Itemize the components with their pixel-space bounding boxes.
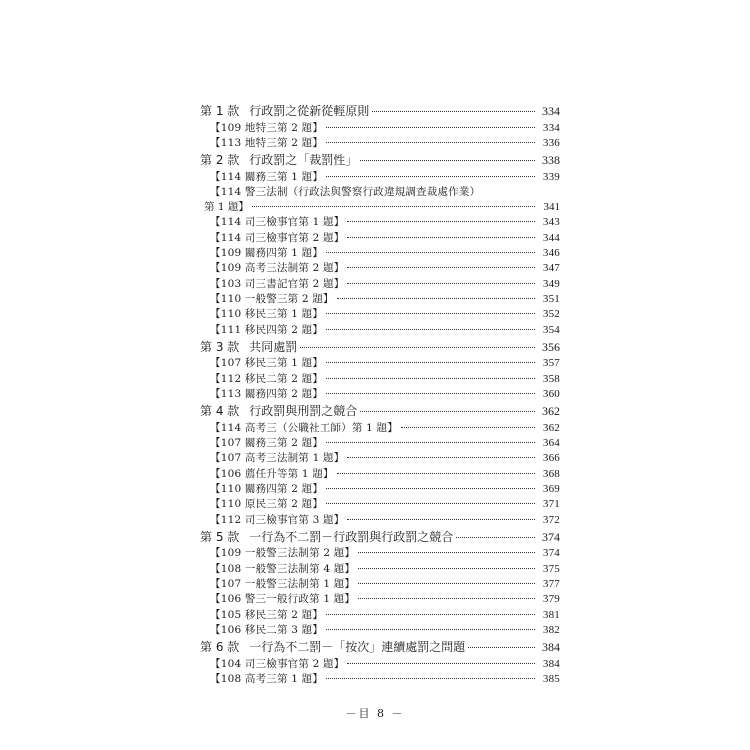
dot-leader: [326, 176, 535, 177]
toc-entry-title: 【114 高考三（公職社工師）第 1 題】: [210, 421, 398, 434]
toc-entry-row: [200, 372, 560, 387]
dot-leader: [326, 362, 535, 363]
toc-page-number: 377: [542, 577, 560, 590]
toc-entry-row: [200, 215, 560, 230]
dot-leader: [337, 473, 535, 474]
toc-page-number: 347: [542, 262, 560, 275]
toc-section-text: 共同處罰: [249, 339, 298, 354]
toc-section-row: [200, 102, 560, 121]
toc-page-number: 336: [542, 136, 560, 149]
toc-entry-row: [200, 562, 560, 577]
toc-page-number: 364: [542, 437, 560, 450]
toc-entry-row: [200, 185, 560, 200]
toc-section-label: 第 6 款: [200, 640, 240, 655]
toc-entry-title: 【103 司三書記官第 2 題】: [210, 277, 345, 290]
toc-entry-row: [200, 277, 560, 292]
toc-section-text: 一行為不二罰－「按次」連續處罰之問題: [249, 640, 466, 655]
toc-entry-title: 第 1 題】: [204, 201, 249, 214]
toc-page-number: 354: [542, 323, 560, 336]
dot-leader: [326, 442, 535, 443]
dot-leader: [326, 393, 535, 394]
toc-page-number: 374: [542, 529, 560, 544]
toc-page-number: 349: [542, 277, 560, 290]
dot-leader: [326, 678, 535, 679]
toc-section-title: [200, 528, 453, 547]
dot-leader: [358, 568, 535, 569]
toc-entry-row: [200, 546, 560, 561]
toc-section-title: [200, 102, 369, 121]
toc-entry-title: 【112 移民二第 2 題】: [210, 372, 324, 385]
toc-entry-row: [200, 482, 560, 497]
toc-entry-title: 【107 關務三第 2 題】: [210, 437, 324, 450]
toc-entry-row: [200, 231, 560, 246]
toc-page-number: 341: [543, 201, 560, 214]
toc-entry-row: [200, 356, 560, 371]
toc-entry-row: [200, 421, 560, 436]
toc-page-number: 375: [542, 562, 560, 575]
toc-page-number: 366: [542, 452, 560, 465]
toc-page-number: 343: [542, 216, 560, 229]
toc-page-number: 371: [542, 498, 560, 511]
toc-entry-row: [200, 121, 560, 136]
toc-entry-title: 【114 司三檢事官第 1 題】: [210, 216, 345, 229]
toc-entry-row: [200, 497, 560, 512]
toc-page-number: 351: [542, 292, 560, 305]
dot-leader: [326, 127, 535, 128]
toc-entry-title: 【107 一般警三法制第 1 題】: [210, 577, 356, 590]
toc-page-number: 368: [542, 467, 560, 480]
dot-leader: [347, 237, 535, 238]
toc-entry-row: [200, 436, 560, 451]
dot-leader: [347, 221, 535, 222]
toc-section-label: 第 2 款: [200, 153, 240, 168]
toc-entry-title: 【106 移民二第 3 題】: [210, 623, 324, 636]
toc-entry-row: [200, 672, 560, 687]
toc-entry-title: 【110 關務四第 2 題】: [210, 482, 324, 495]
toc-section-title: [200, 151, 357, 170]
toc-section-text: 行政罰之從新從輕原則: [249, 104, 370, 118]
toc-entry-title: 【114 司三檢事官第 2 題】: [210, 231, 345, 244]
toc-entry-title: 【111 移民四第 2 題】: [210, 323, 324, 336]
toc-entry-title: 【106 警三一般行政第 1 題】: [210, 593, 356, 606]
page-footer: －目 8 －: [345, 707, 405, 720]
dot-leader: [468, 647, 535, 648]
dot-leader: [326, 629, 535, 630]
toc-page-number: 339: [542, 170, 560, 183]
toc-page-number: 374: [542, 547, 560, 560]
toc-entry-row: [200, 467, 560, 482]
toc-section-row: [200, 338, 560, 357]
dot-leader: [358, 552, 535, 553]
toc-section-title: [200, 402, 357, 421]
toc-section-row: [200, 528, 560, 547]
dot-leader: [326, 252, 535, 253]
dot-leader: [456, 537, 535, 538]
dot-leader: [326, 614, 535, 615]
toc-section-row: [200, 402, 560, 421]
toc-entry-row: [200, 136, 560, 151]
dot-leader: [401, 427, 535, 428]
toc-page-number: 360: [542, 387, 560, 400]
toc-entry-row: [200, 513, 560, 528]
toc-page-number: 334: [542, 104, 560, 118]
toc-section-row: [200, 151, 560, 170]
toc-entry-title: 【104 司三檢事官第 2 題】: [210, 657, 345, 670]
dot-leader: [300, 347, 535, 348]
toc-page-number: 362: [542, 421, 560, 434]
toc-entry-title: 【114 關務三第 1 題】: [210, 170, 324, 183]
toc-entry-title: 【110 移民三第 1 題】: [210, 308, 324, 321]
toc-entry-title: 【109 地特三第 2 題】: [210, 121, 324, 134]
toc-page-number: 385: [542, 672, 560, 685]
toc-page-number: 362: [542, 404, 560, 419]
toc-entry-row: [200, 200, 560, 215]
toc-entry-title: 【106 薦任升等第 1 題】: [210, 467, 334, 480]
toc-entry-title: 【108 高考三第 1 題】: [210, 672, 324, 685]
dot-leader: [326, 488, 535, 489]
toc-entry-title: 【110 原民三第 2 題】: [210, 498, 324, 511]
toc-entry-row: [200, 261, 560, 276]
toc-section-title: [200, 338, 297, 357]
toc-entry-row: [200, 323, 560, 338]
toc-entry-title: 【109 關務四第 1 題】: [210, 247, 324, 260]
toc-page-number: 384: [542, 657, 560, 670]
toc-entry-title: 【107 移民三第 1 題】: [210, 357, 324, 370]
toc-entry-row: [200, 592, 560, 607]
toc-page-number: 356: [542, 339, 560, 354]
dot-leader: [326, 503, 535, 504]
toc-page-number: 381: [542, 608, 560, 621]
toc-page-number: 334: [542, 121, 560, 134]
toc-entry-row: [200, 387, 560, 402]
dot-leader: [358, 583, 535, 584]
toc-section-label: 第 1 款: [200, 104, 240, 118]
toc-entry-row: [200, 307, 560, 322]
dot-leader: [360, 411, 535, 412]
toc-section-text: 一行為不二罰－行政罰與行政罰之競合: [249, 529, 454, 544]
toc-page-number: 344: [542, 231, 560, 244]
dot-leader: [326, 142, 535, 143]
table-of-contents: [200, 102, 560, 687]
toc-page-number: 384: [542, 640, 560, 655]
toc-section-text: 行政罰與刑罰之競合: [249, 404, 358, 419]
dot-leader: [337, 298, 535, 299]
dot-leader: [347, 519, 535, 520]
toc-section-title: [200, 638, 465, 657]
dot-leader: [347, 457, 535, 458]
toc-entry-row: [200, 623, 560, 638]
toc-page-number: 379: [542, 593, 560, 606]
dot-leader: [347, 663, 535, 664]
dot-leader: [372, 111, 535, 112]
toc-entry-title: 【105 移民三第 2 題】: [210, 608, 324, 621]
dot-leader: [358, 598, 535, 599]
dot-leader: [347, 283, 535, 284]
toc-page-number: 352: [542, 308, 560, 321]
toc-page-number: 372: [542, 513, 560, 526]
toc-page-number: 357: [542, 357, 560, 370]
toc-entry-title: 【113 地特三第 2 題】: [210, 136, 324, 149]
dot-leader: [326, 378, 535, 379]
toc-section-label: 第 5 款: [200, 529, 240, 544]
toc-section-label: 第 3 款: [200, 339, 240, 354]
toc-page-number: 358: [542, 372, 560, 385]
toc-section-text: 行政罰之「裁罰性」: [249, 153, 358, 168]
toc-entry-title: 【109 高考三法制第 2 題】: [210, 262, 345, 275]
toc-section-row: [200, 638, 560, 657]
dot-leader: [347, 267, 535, 268]
toc-entry-title: 【109 一般警三法制第 2 題】: [210, 547, 356, 560]
toc-entry-title: 【107 高考三法制第 1 題】: [210, 452, 345, 465]
toc-entry-row: [200, 608, 560, 623]
toc-entry-row: [200, 246, 560, 261]
toc-entry-row: [200, 292, 560, 307]
dot-leader: [360, 160, 535, 161]
toc-entry-title: 【110 一般警三第 2 題】: [210, 292, 334, 305]
toc-page-number: 382: [542, 623, 560, 636]
toc-entry-title: 【108 一般警三法制第 4 題】: [210, 562, 356, 575]
toc-entry-title: 【112 司三檢事官第 3 題】: [210, 513, 345, 526]
toc-entry-row: [200, 451, 560, 466]
toc-section-label: 第 4 款: [200, 404, 240, 419]
toc-page-number: 346: [542, 247, 560, 260]
toc-entry-title: 【114 警三法制（行政法與警察行政違規調查裁處作業）: [210, 185, 481, 198]
dot-leader: [326, 313, 535, 314]
toc-entry-row: [200, 577, 560, 592]
toc-page-number: 338: [542, 153, 560, 168]
toc-entry-title: 【113 關務四第 2 題】: [210, 387, 324, 400]
toc-entry-row: [200, 170, 560, 185]
dot-leader: [252, 206, 535, 207]
toc-page-number: 369: [542, 482, 560, 495]
toc-entry-row: [200, 657, 560, 672]
dot-leader: [326, 329, 535, 330]
